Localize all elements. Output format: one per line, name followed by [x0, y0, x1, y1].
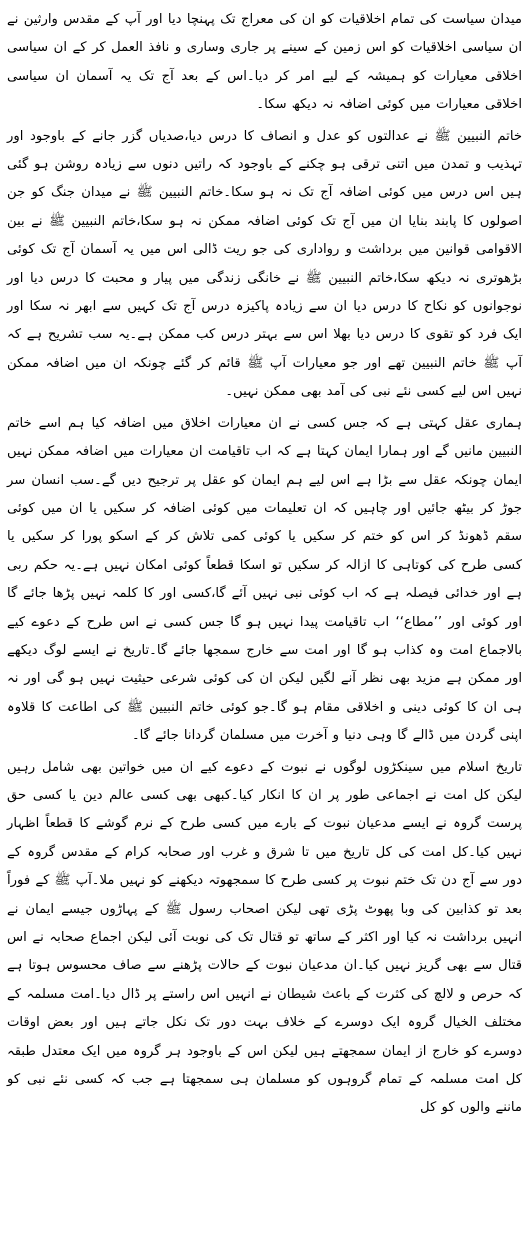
paragraph-1: میدان سیاست کی تمام اخلاقیات کو ان کی معراج تک پہنچا دیا اور آپ کے مقدس وارثین نے ان سیاسی اخلاقیات کو اس زمین کے سینے پر جاری وساری و نافذ العمل کر کے ان سیاسی اخلاقی معیارات کو ہمیشہ کے لیے امر کر دیا۔اس کے بعد آج تک یہ آسمان ان سیاسی اخلاقی معیارات میں کوئی اضافہ نہ دیکھ سکا۔ [7, 12, 522, 113]
paragraph-2: خاتم النبیین ﷺ نے عدالتوں کو عدل و انصاف کا درس دیا،صدیاں گزر جانے کے باوجود اور تہذیب و تمدن میں اتنی ترقی ہو چکنے کے باوجود کہ راتیں دنوں سے زیادہ روشن ہو گئی ہیں اس درس میں کوئی اضافہ آج تک نہ ہو سکا۔خاتم النبیین ﷺ نے میدان جنگ کو جن اصولوں کا پابند بنایا ان میں آج تک کوئی اضافہ ممکن نہ ہو سکا،خاتم النبیین ﷺ نے بین الاقوامی قوانین میں برداشت و رواداری کی جو ریت ڈالی اس میں یہ آسمان آج تک کوئی بڑھوتری نہ دیکھ سکا،خاتم النبیین ﷺ نے خانگی زندگی میں پیار و محبت کا درس دیا اور نوجوانوں کو نکاح کا درس دیا ان سے زیادہ پاکیزہ درس آج تک کہیں سے ابھر نہ سکا اور ایک فرد کو تقوی کا درس دیا بھلا اس سے بہتر درس کب ممکن ہے۔یہ سب تشریح ہے کہ آپ ﷺ خاتم النبیین تھے اور جو معیارات آپ ﷺ قائم کر گئے چونکہ ان میں اضافہ ممکن نہیں اس لیے کسی نئے نبی کی آمد بھی ممکن نہیں۔ [7, 128, 522, 400]
paragraph-3: ہماری عقل کہتی ہے کہ جس کسی نے ان معیارات اخلاق میں اضافہ کیا ہم اسے خاتم النبیین مانیں گے اور ہمارا ایمان کہتا ہے کہ اب تاقیامت ان معیارات میں اضافہ ممکن نہیں ایمان چونکہ عقل سے بڑا ہے اس لیے ہم ایمان کو عقل پر ترجیح دیں گے۔سب انسان سر جوڑ کر بیٹھ جائیں اور چاہیں کہ ان تعلیمات میں کوئی اضافہ کر سکیں یا ان میں کوئی سقم ڈھونڈ کر اس کو ختم کر سکیں یا کوئی کمی تلاش کر کے اسکو پورا کر سکیں یا کسی طرح کی کوتاہی کا ازالہ کر سکیں تو اسکا قطعاً کوئی امکان نہیں ہے۔یہ حکم ربی ہے اور خدائی فیصلہ ہے کہ اب کوئی نبی نہیں آئے گا،کسی اور کا کلمہ نہیں پڑھا جائے گا اور کوئی اور ’’مطاع‘‘ اب تاقیامت پیدا نہیں ہو گا جس کسی نے اس طرح کے دعوے کیے بالاجماع امت وہ کذاب ہو گا اور امت سے خارج سمجھا جائے گا۔تاریخ نے ایسے لوگ دیکھے اور ممکن ہے مزید بھی نظر آنے لگیں لیکن ان کی کوئی شرعی حیثیت نہیں ہو گی اور نہ ہی ان کا کوئی دینی و اخلاقی مقام ہو گا۔جو کوئی خاتم النبیین ﷺ کی اطاعت کا قلاوہ اپنی گردن میں ڈالے گا وہی دنیا و آخرت میں مسلمان گردانا جائے گا۔ [7, 415, 522, 744]
paragraph-4: تاریخ اسلام میں سینکڑوں لوگوں نے نبوت کے دعوے کیے ان میں خواتین بھی شامل رہیں لیکن کل امت نے اجماعی طور پر ان کا انکار کیا۔کبھی بھی کسی عالم دین یا کسی حق پرست گروہ نے ایسے مدعیان نبوت کے بارے میں کسی طرح کے نرم گوشے کا قطعاً اظہار نہیں کیا۔کل امت کی کل تاریخ میں تا شرق و غرب اور صحابہ کرام کے مقدس گروہ کے دور سے آج دن تک ختم نبوت پر کسی طرح کا سمجھوتہ دیکھنے کو نہیں ملا۔آپ ﷺ کے فوراً بعد تو کذابین کی وبا پھوٹ پڑی تھی لیکن اصحاب رسول ﷺ کے پہاڑوں جیسے ایمان نے انہیں برداشت نہ کیا اور اکثر کے ساتھ تو قتال تک کی نوبت آئی لیکن اجماع صحابہ نے اس قتال سے بھی گریز نہیں کیا۔ان مدعیان نبوت کے حالات پڑھنے سے صاف محسوس ہوتا ہے کہ حرص و لالچ کی کثرت کے باعث شیطان نے انہیں اس راستے پر ڈال دیا۔امت مسلمہ کے مختلف الخیال گروہ ایک دوسرے کے خلاف بہت دور تک نکل جاتے ہیں اور بعض اوقات دوسرے کو خارج از ایمان سمجھتے ہیں لیکن اس کے باوجود ہر گروہ میں ایک معتدل طبقہ کل امت مسلمہ کے تمام گروہوں کو مسلمان ہی سمجھتا ہے جب کہ کسی نئے نبی کو ماننے والوں کو کل [7, 759, 522, 1116]
